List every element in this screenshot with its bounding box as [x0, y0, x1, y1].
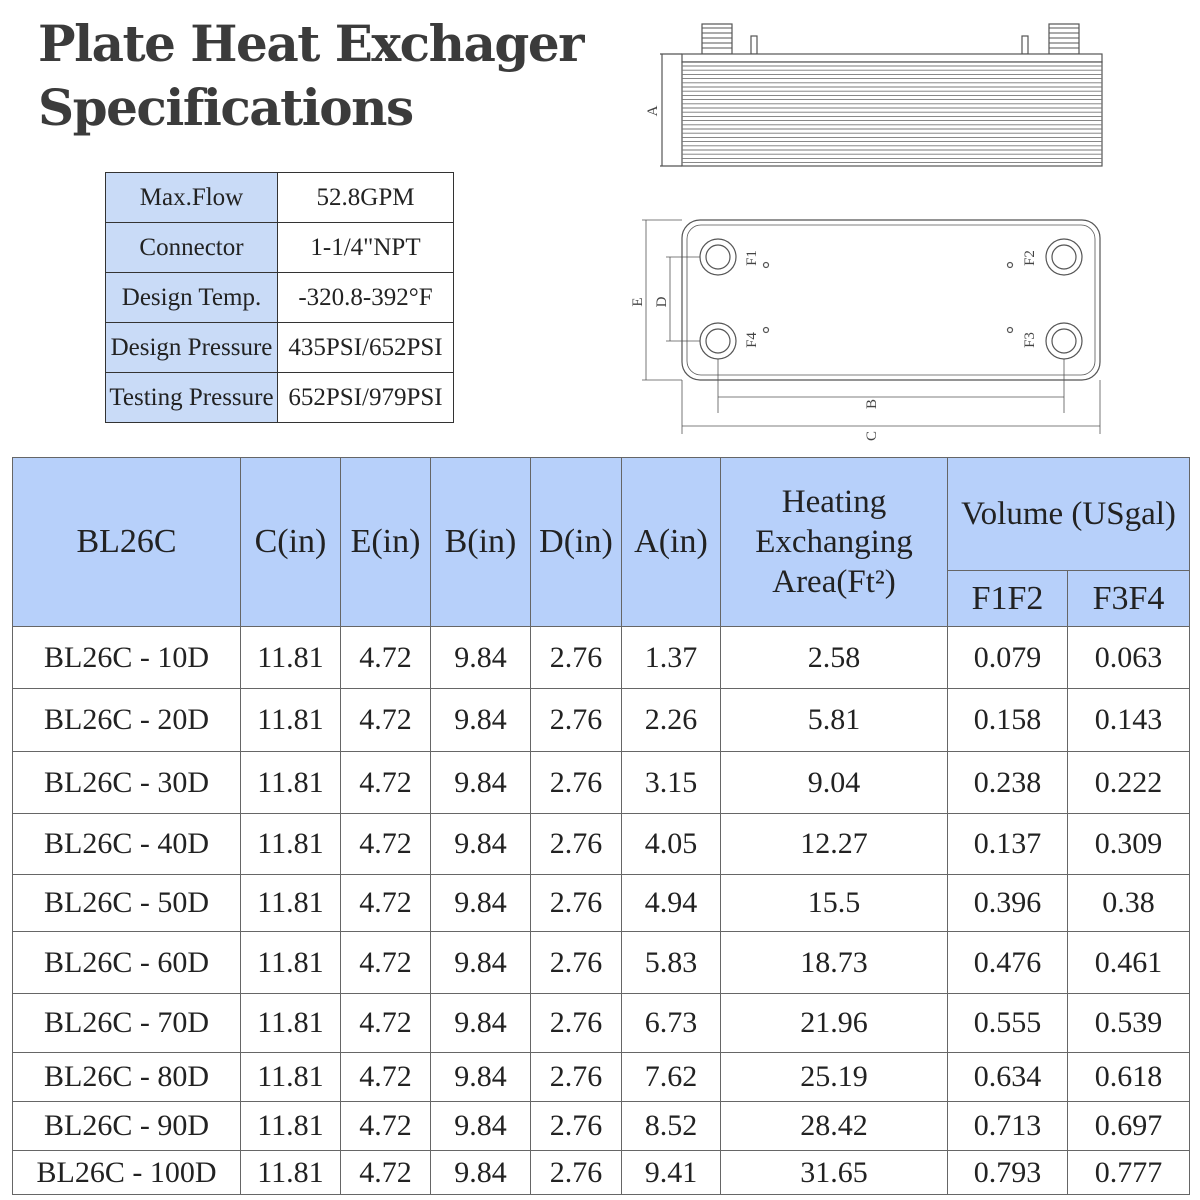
spec-value: 435PSI/652PSI	[278, 323, 454, 373]
table-row	[13, 1102, 1190, 1151]
cell-c: 11.81	[241, 689, 341, 752]
cell-b: 9.84	[431, 1151, 531, 1195]
cell-f3f4: 0.539	[1068, 994, 1190, 1053]
cell-c: 11.81	[241, 814, 341, 875]
table-row	[13, 689, 1190, 752]
cell-d: 2.76	[531, 752, 622, 814]
cell-f3f4: 0.697	[1068, 1102, 1190, 1151]
spec-row	[106, 223, 454, 273]
port-label-f1: F1	[744, 250, 760, 266]
spec-value: 52.8GPM	[278, 173, 454, 223]
cell-b: 9.84	[431, 627, 531, 689]
cell-f1f2: 0.079	[948, 627, 1068, 689]
spec-value: 1-1/4"NPT	[278, 223, 454, 273]
header-c: C(in)	[241, 458, 341, 627]
cell-a: 9.41	[622, 1151, 721, 1195]
cell-model: BL26C - 20D	[13, 689, 241, 752]
plate-inner-outline	[687, 225, 1095, 375]
cover-plate	[682, 54, 1102, 62]
cell-d: 2.76	[531, 1053, 622, 1102]
cell-b: 9.84	[431, 752, 531, 814]
table-row	[13, 994, 1190, 1053]
cell-e: 4.72	[341, 875, 431, 932]
dimension-label-c: C	[864, 430, 880, 442]
cell-e: 4.72	[341, 1053, 431, 1102]
cell-area: 9.04	[721, 752, 948, 814]
cell-c: 11.81	[241, 752, 341, 814]
cell-model: BL26C - 90D	[13, 1102, 241, 1151]
cell-f1f2: 0.238	[948, 752, 1068, 814]
cell-e: 4.72	[341, 689, 431, 752]
cell-a: 4.05	[622, 814, 721, 875]
cell-b: 9.84	[431, 689, 531, 752]
table-row	[13, 752, 1190, 814]
cell-area: 5.81	[721, 689, 948, 752]
cell-e: 4.72	[341, 932, 431, 994]
spec-label: Design Pressure	[106, 323, 278, 373]
cell-d: 2.76	[531, 814, 622, 875]
cell-f1f2: 0.793	[948, 1151, 1068, 1195]
cell-d: 2.76	[531, 1151, 622, 1195]
model-dimensions-table	[12, 457, 1190, 1195]
cell-f1f2: 0.476	[948, 932, 1068, 994]
table-row	[13, 814, 1190, 875]
cell-e: 4.72	[341, 752, 431, 814]
plate-outline	[682, 220, 1100, 380]
table-header	[13, 458, 1190, 627]
dimension-label-d: D	[654, 296, 670, 308]
spec-row	[106, 323, 454, 373]
cell-area: 31.65	[721, 1151, 948, 1195]
cell-b: 9.84	[431, 814, 531, 875]
cell-area: 15.5	[721, 875, 948, 932]
port-label-f3: F3	[1022, 332, 1038, 348]
page-title-line-2: Specifications	[38, 78, 413, 137]
cell-e: 4.72	[341, 1102, 431, 1151]
cell-c: 11.81	[241, 1053, 341, 1102]
cell-f3f4: 0.461	[1068, 932, 1190, 994]
cell-b: 9.84	[431, 875, 531, 932]
dimension-label-b: B	[864, 398, 880, 410]
table-row	[13, 1053, 1190, 1102]
cell-b: 9.84	[431, 994, 531, 1053]
cell-f1f2: 0.555	[948, 994, 1068, 1053]
left-stud	[751, 36, 757, 54]
cell-a: 3.15	[622, 752, 721, 814]
cell-e: 4.72	[341, 1151, 431, 1195]
cell-d: 2.76	[531, 627, 622, 689]
table-body	[13, 627, 1190, 1195]
table-row	[13, 932, 1190, 994]
spec-row	[106, 373, 454, 423]
cell-a: 6.73	[622, 994, 721, 1053]
page-title	[38, 12, 583, 140]
spec-row	[106, 273, 454, 323]
spec-label: Testing Pressure	[106, 373, 278, 423]
port-label-f4: F4	[744, 332, 760, 348]
cell-model: BL26C - 50D	[13, 875, 241, 932]
header-model: BL26C	[13, 458, 241, 627]
dimension-label-a: A	[645, 105, 661, 117]
port-label-f2: F2	[1022, 250, 1038, 266]
table-row	[13, 1151, 1190, 1195]
cell-a: 5.83	[622, 932, 721, 994]
cell-a: 4.94	[622, 875, 721, 932]
cell-b: 9.84	[431, 1102, 531, 1151]
cell-f1f2: 0.713	[948, 1102, 1068, 1151]
header-e: E(in)	[341, 458, 431, 627]
cell-d: 2.76	[531, 932, 622, 994]
spec-label: Design Temp.	[106, 273, 278, 323]
cell-a: 2.26	[622, 689, 721, 752]
cell-b: 9.84	[431, 1053, 531, 1102]
page-title-line-1: Plate Heat Exchager	[38, 14, 583, 73]
spec-label: Connector	[106, 223, 278, 273]
spec-row	[106, 173, 454, 223]
cell-e: 4.72	[341, 994, 431, 1053]
spec-value: -320.8-392°F	[278, 273, 454, 323]
cell-d: 2.76	[531, 994, 622, 1053]
header-b: B(in)	[431, 458, 531, 627]
header-heating-area: Heating Exchanging Area(Ft²)	[721, 458, 948, 627]
header-f3f4: F3F4	[1068, 571, 1190, 627]
header-a: A(in)	[622, 458, 721, 627]
cell-model: BL26C - 80D	[13, 1053, 241, 1102]
cell-f1f2: 0.634	[948, 1053, 1068, 1102]
header-d: D(in)	[531, 458, 622, 627]
cell-area: 12.27	[721, 814, 948, 875]
cell-model: BL26C - 70D	[13, 994, 241, 1053]
cell-model: BL26C - 60D	[13, 932, 241, 994]
cell-f1f2: 0.396	[948, 875, 1068, 932]
cell-c: 11.81	[241, 994, 341, 1053]
cell-f3f4: 0.38	[1068, 875, 1190, 932]
right-stud	[1022, 36, 1028, 54]
cell-c: 11.81	[241, 627, 341, 689]
specifications-body	[106, 173, 454, 423]
cell-area: 25.19	[721, 1053, 948, 1102]
header-f1f2: F1F2	[948, 571, 1068, 627]
cell-f1f2: 0.137	[948, 814, 1068, 875]
cell-model: BL26C - 10D	[13, 627, 241, 689]
cell-c: 11.81	[241, 932, 341, 994]
cell-model: BL26C - 40D	[13, 814, 241, 875]
spec-label: Max.Flow	[106, 173, 278, 223]
cell-e: 4.72	[341, 627, 431, 689]
cell-model: BL26C - 100D	[13, 1151, 241, 1195]
table-row	[13, 627, 1190, 689]
cell-f3f4: 0.777	[1068, 1151, 1190, 1195]
cell-a: 7.62	[622, 1053, 721, 1102]
table-row	[13, 875, 1190, 932]
cell-f3f4: 0.309	[1068, 814, 1190, 875]
cell-c: 11.81	[241, 875, 341, 932]
cell-d: 2.76	[531, 875, 622, 932]
cell-d: 2.76	[531, 1102, 622, 1151]
cell-f3f4: 0.143	[1068, 689, 1190, 752]
cell-area: 18.73	[721, 932, 948, 994]
cell-area: 2.58	[721, 627, 948, 689]
cell-c: 11.81	[241, 1102, 341, 1151]
cell-area: 21.96	[721, 994, 948, 1053]
cell-a: 8.52	[622, 1102, 721, 1151]
cell-f3f4: 0.618	[1068, 1053, 1190, 1102]
cell-f1f2: 0.158	[948, 689, 1068, 752]
cell-f3f4: 0.222	[1068, 752, 1190, 814]
cell-c: 11.81	[241, 1151, 341, 1195]
header-volume: Volume (USgal)	[948, 458, 1190, 571]
specifications-table	[105, 172, 454, 423]
cell-f3f4: 0.063	[1068, 627, 1190, 689]
cell-a: 1.37	[622, 627, 721, 689]
cell-area: 28.42	[721, 1102, 948, 1151]
cell-model: BL26C - 30D	[13, 752, 241, 814]
heat-exchanger-diagram	[620, 8, 1120, 448]
side-view	[660, 24, 1102, 166]
cell-d: 2.76	[531, 689, 622, 752]
cell-e: 4.72	[341, 814, 431, 875]
cell-b: 9.84	[431, 932, 531, 994]
dimension-label-e: E	[630, 297, 646, 307]
spec-value: 652PSI/979PSI	[278, 373, 454, 423]
